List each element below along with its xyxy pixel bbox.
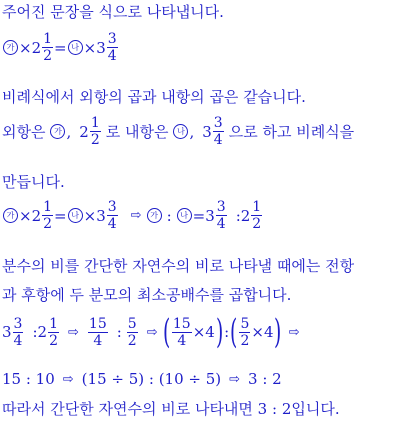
comma: ,: [66, 122, 72, 141]
times-sign: ×: [83, 206, 97, 225]
times-sign: ×: [251, 323, 264, 341]
right-paren: ): [274, 312, 282, 352]
multiplier-4: 4: [205, 323, 215, 341]
circled-na: 나: [177, 208, 192, 223]
fraction-three-quarters: $\frac{3}{4}$: [107, 31, 117, 64]
whole-3: 3: [96, 38, 106, 57]
equals-sign: =: [54, 206, 67, 225]
colon: :: [235, 206, 241, 225]
circled-na: 나: [173, 124, 188, 139]
multiplier-4: 4: [263, 323, 274, 341]
line-conclusion: 따라서 간단한 자연수의 비로 나타내면 3 : 2입니다.: [2, 400, 340, 418]
fraction-three-quarters: $\frac{3}{4}$: [107, 199, 117, 232]
fraction-half: $\frac{1}{2}$: [43, 31, 53, 64]
whole-2: 2: [240, 206, 251, 225]
fraction-fifteen-quarters: $\frac{15}{4}$: [88, 315, 107, 349]
fraction-fifteen-quarters: $\frac{15}{4}$: [172, 315, 191, 349]
arrow-icon: ⇨: [229, 371, 241, 387]
equation-1: [2, 32, 119, 63]
fraction-half: $\frac{1}{2}$: [43, 199, 53, 232]
circled-na: 나: [68, 208, 83, 223]
fraction-half: $\frac{1}{2}$: [49, 315, 58, 349]
line-lcm-1: 분수의 비를 간단한 자연수의 비로 나타낼 때에는 전항: [2, 257, 355, 275]
text-outer-terms: 외항은: [2, 123, 46, 141]
line-lcm-2: 과 후항에 두 분모의 최소공배수를 곱합니다.: [2, 286, 292, 304]
times-sign: ×: [192, 323, 206, 341]
whole-3: 3: [205, 206, 215, 225]
times-sign: ×: [83, 38, 97, 57]
fraction-three-quarters: $\frac{3}{4}$: [13, 315, 23, 349]
fraction-three-quarters: $\frac{3}{4}$: [216, 199, 226, 232]
whole-3: 3: [202, 122, 212, 141]
arrow-icon: ⇨: [62, 371, 74, 387]
fraction-half: $\frac{1}{2}$: [90, 115, 100, 148]
right-paren: ): [215, 312, 224, 352]
times-sign: ×: [19, 38, 32, 57]
arrow-icon: ⇨: [288, 324, 300, 340]
comma: ,: [189, 122, 195, 141]
whole-2: 2: [79, 122, 89, 141]
circled-ga: 가: [3, 208, 18, 223]
line-terms: [2, 116, 354, 147]
circled-ga: 가: [50, 124, 65, 139]
equals-sign: =: [192, 206, 206, 225]
fraction-five-halves: $\frac{5}{2}$: [240, 315, 250, 349]
line-rule: 비례식에서 외항의 곱과 내항의 곱은 같습니다.: [2, 88, 306, 106]
equals-sign: =: [54, 38, 67, 57]
ratio-3-2: 3 : 2: [248, 370, 282, 388]
fraction-half: $\frac{1}{2}$: [252, 199, 262, 232]
equation-2: [2, 200, 263, 231]
left-paren: (: [230, 312, 238, 352]
circled-na: 나: [68, 40, 83, 55]
whole-2: 2: [31, 206, 42, 225]
colon: :: [32, 323, 38, 341]
text-make-proportion: 으로 하고 비례식을: [228, 123, 355, 141]
left-paren: (: [162, 312, 170, 352]
arrow-icon: ⇨: [146, 324, 158, 340]
ratio-divided: (15 ÷ 5) : (10 ÷ 5): [81, 370, 222, 388]
arrow-icon: ⇨: [68, 324, 79, 340]
ratio-15-10: 15 : 10: [2, 370, 55, 388]
arrow-icon: ⇨: [130, 208, 142, 223]
text-inner-terms: 로 내항은: [105, 123, 169, 141]
whole-2: 2: [31, 38, 42, 57]
fraction-three-quarters: $\frac{3}{4}$: [213, 115, 223, 148]
circled-ga: 가: [3, 40, 18, 55]
whole-2: 2: [37, 323, 48, 341]
line-make: 만듭니다.: [2, 173, 65, 191]
whole-3: 3: [2, 323, 12, 341]
fraction-five-halves: $\frac{5}{2}$: [127, 315, 137, 349]
equation-3: [2, 312, 304, 352]
circled-ga: 가: [147, 208, 162, 223]
line-intro: 주어진 문장을 식으로 나타냅니다.: [2, 3, 224, 21]
colon: :: [166, 206, 172, 225]
equation-4: [2, 370, 282, 388]
times-sign: ×: [19, 206, 32, 225]
colon: :: [224, 323, 230, 341]
whole-3: 3: [96, 206, 106, 225]
colon: :: [116, 323, 122, 341]
